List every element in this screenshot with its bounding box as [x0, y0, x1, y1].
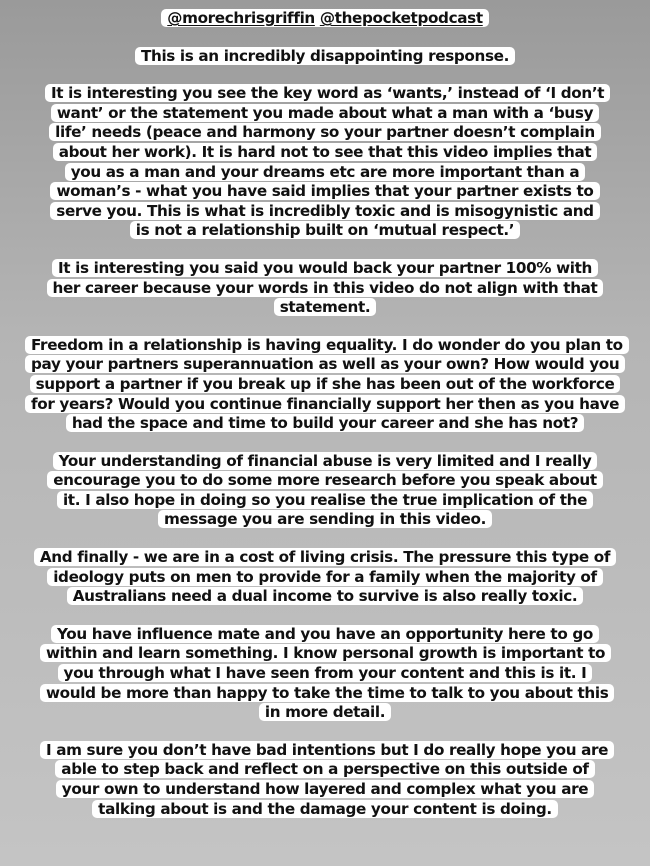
mention-morechrisgriffin[interactable]: @morechrisgriffin: [167, 9, 315, 27]
paragraph-4: [25, 336, 625, 434]
paragraph-2: [45, 84, 605, 241]
paragraph-3: [45, 259, 605, 318]
mentions-line: [0, 9, 650, 29]
paragraph-8-text: I am sure you don’t have bad intentions but I do really hope you are able to step back and reflect on a perspective on this outside of your own to understand how layered and complex what you are talking about is and the damage your content is doing.: [40, 741, 614, 818]
paragraph-8: [40, 741, 610, 819]
paragraph-2-text: It is interesting you see the key word as ‘wants,’ instead of ‘I don’t want’ or the statement you made about what a man with a ‘busy life’ needs (peace and harmony so your partner doesn’t complain about her work). It is hard not to see that this video implies that you as a man and your dreams etc are more important than a woman’s - what you have said implies that your partner exists to serve you. This is what is incredibly toxic and is misogynistic and is not a relationship built on ‘mutual respect.’: [45, 84, 610, 239]
paragraph-1-text: This is an incredibly disappointing response.: [135, 47, 515, 65]
paragraph-4-text: Freedom in a relationship is having equality. I do wonder do you plan to pay your partners superannuation as well as your own? How would you support a partner if you break up if she has been out of the workforce for years? Would you continue financially support her then as you have had the space and time to build your career and she has not?: [25, 336, 629, 432]
paragraph-3-text: It is interesting you said you would back your partner 100% with her career because your words in this video do not align with that statement.: [47, 259, 604, 316]
mention-thepocketpodcast[interactable]: @thepocketpodcast: [319, 9, 483, 27]
paragraph-7: [40, 625, 610, 723]
paragraph-5: [45, 452, 605, 530]
paragraph-7-text: You have influence mate and you have an opportunity here to go within and learn something. I know personal growth is important to you through what I have seen from your content and this is it. I would be more than happy to take the time to talk to you about this in more detail.: [40, 625, 614, 721]
paragraph-1: [0, 47, 650, 67]
story-text-overlay: [0, 9, 650, 819]
paragraph-5-text: Your understanding of financial abuse is very limited and I really encourage you to do some more research before you speak about it. I also hope in doing so you realise the true implication of the message you are sending in this video.: [47, 452, 603, 529]
paragraph-6: [25, 548, 625, 607]
paragraph-6-text: And finally - we are in a cost of living crisis. The pressure this type of ideology puts on men to provide for a family when the majority of Australians need a dual income to survive is also really toxic.: [34, 548, 616, 605]
